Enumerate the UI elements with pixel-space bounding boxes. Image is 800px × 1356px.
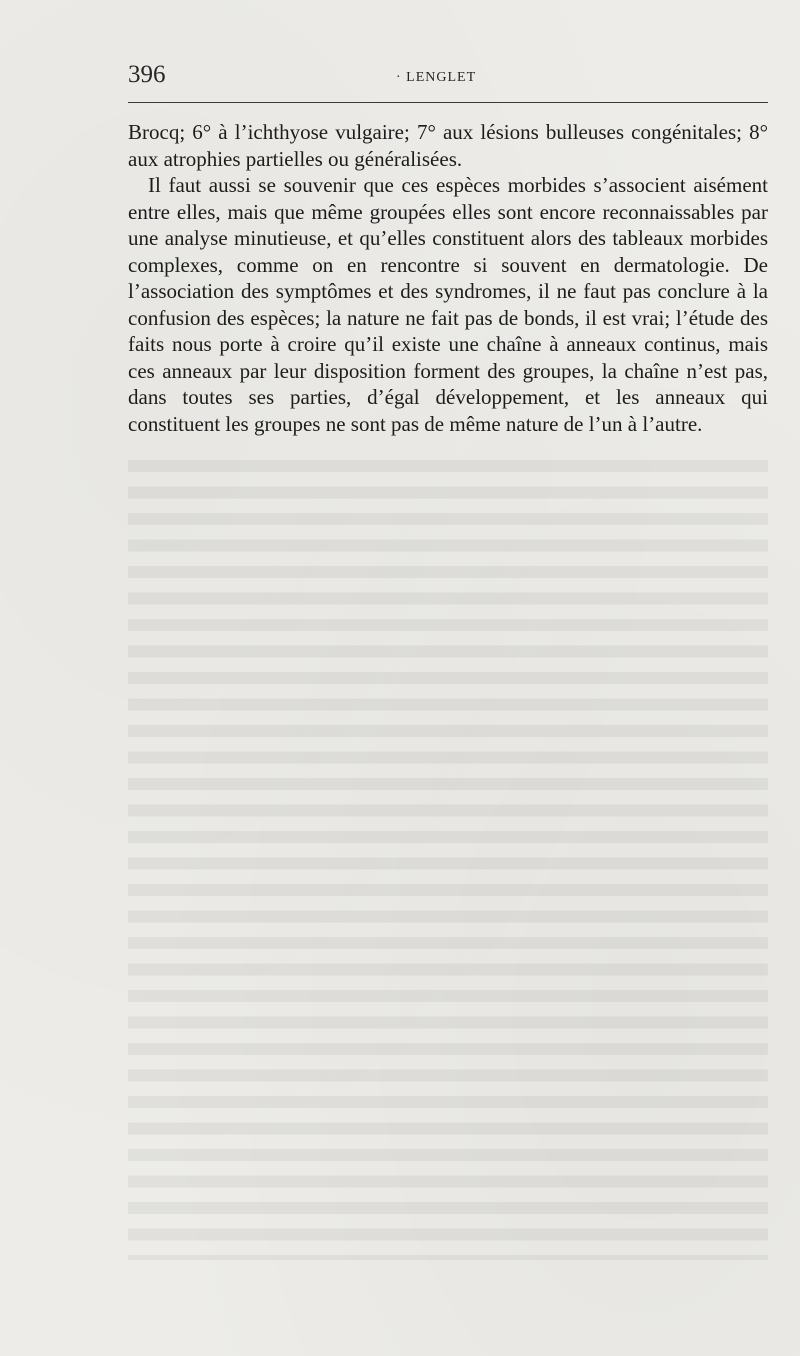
running-head: · LENGLET xyxy=(396,70,477,85)
page-number: 396 xyxy=(128,61,166,88)
paragraph-continuation: Brocq; 6° à l’ichthyose vulgaire; 7° aux lésions bulleuses congénitales; 8° aux atrophies partielles ou généralisées. xyxy=(128,120,768,171)
page-header xyxy=(128,60,768,96)
header-rule xyxy=(128,102,768,103)
body-text xyxy=(128,119,768,437)
show-through-texture xyxy=(128,460,768,1260)
paragraph-association: Il faut aussi se souvenir que ces espèces morbides s’associent aisément entre elles, mais que même groupées elles sont encore reconnaissables par une analyse minutieuse, et qu’elles constituent alors des tableaux morbides complexes, comme on en rencontre si souvent en dermatologie. De l’association des symptômes et des syndromes, il ne faut pas conclure à la confusion des espèces; la nature ne fait pas de bonds, il est vrai; l’étude des faits nous porte à croire qu’il existe une chaîne à anneaux continus, mais ces anneaux par leur disposition forment des groupes, la chaîne n’est pas, dans toutes ses parties, d’égal développement, et les anneaux qui constituent les groupes ne sont pas de même nature de l’un à l’autre. xyxy=(128,173,768,436)
